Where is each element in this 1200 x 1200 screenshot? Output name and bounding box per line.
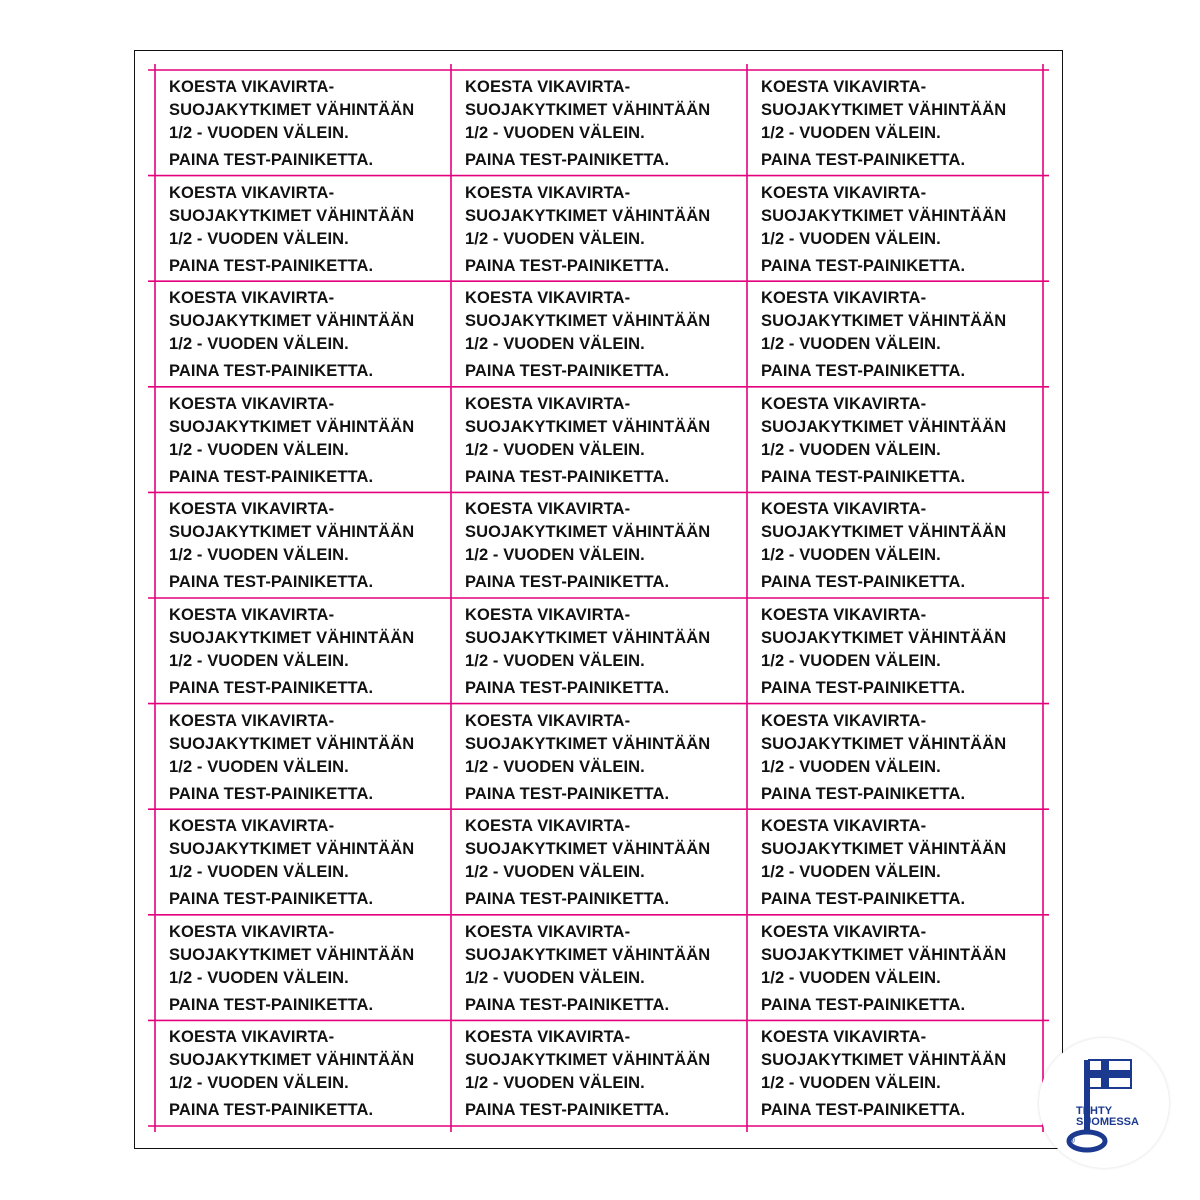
label-line-4: PAINA TEST-PAINIKETTA. xyxy=(465,467,670,486)
label-line-2: SUOJAKYTKIMET VÄHINTÄÄN xyxy=(761,629,1007,647)
label-line-4: PAINA TEST-PAINIKETTA. xyxy=(761,679,966,697)
label-line-1: KOESTA VIKAVIRTA- xyxy=(169,922,335,941)
label-line-2: SUOJAKYTKIMET VÄHINTÄÄN xyxy=(169,629,415,647)
label-line-4: PAINA TEST-PAINIKETTA. xyxy=(169,573,374,592)
label-line-3: 1/2 - VUODEN VÄLEIN. xyxy=(169,440,349,459)
label-cell xyxy=(747,598,1043,704)
label-line-4: PAINA TEST-PAINIKETTA. xyxy=(761,256,966,275)
label-cell xyxy=(155,809,451,915)
label-line-4: PAINA TEST-PAINIKETTA. xyxy=(761,573,966,592)
label-cell xyxy=(451,598,747,704)
label-line-2: SUOJAKYTKIMET VÄHINTÄÄN xyxy=(465,417,711,436)
label-line-4: PAINA TEST-PAINIKETTA. xyxy=(169,679,374,697)
label-cell xyxy=(747,492,1043,598)
label-line-1: KOESTA VIKAVIRTA- xyxy=(761,606,927,624)
label-line-4: PAINA TEST-PAINIKETTA. xyxy=(465,151,670,169)
label-line-1: KOESTA VIKAVIRTA- xyxy=(761,78,927,96)
label-line-4: PAINA TEST-PAINIKETTA. xyxy=(761,1101,966,1120)
label-line-3: 1/2 - VUODEN VÄLEIN. xyxy=(761,652,941,670)
label-line-1: KOESTA VIKAVIRTA- xyxy=(761,1028,927,1047)
label-line-2: SUOJAKYTKIMET VÄHINTÄÄN xyxy=(761,734,1007,753)
label-line-4: PAINA TEST-PAINIKETTA. xyxy=(761,151,966,169)
label-line-2: SUOJAKYTKIMET VÄHINTÄÄN xyxy=(465,312,711,331)
label-line-1: KOESTA VIKAVIRTA- xyxy=(761,183,927,202)
label-line-2: SUOJAKYTKIMET VÄHINTÄÄN xyxy=(761,206,1007,225)
label-cell xyxy=(451,809,747,915)
label-line-3: 1/2 - VUODEN VÄLEIN. xyxy=(465,652,645,670)
label-line-1: KOESTA VIKAVIRTA- xyxy=(465,922,631,941)
label-line-4: PAINA TEST-PAINIKETTA. xyxy=(465,573,670,592)
label-line-2: SUOJAKYTKIMET VÄHINTÄÄN xyxy=(169,312,415,331)
label-line-4: PAINA TEST-PAINIKETTA. xyxy=(465,995,670,1014)
label-line-1: KOESTA VIKAVIRTA- xyxy=(761,817,927,836)
label-line-4: PAINA TEST-PAINIKETTA. xyxy=(761,362,966,381)
label-cell xyxy=(451,1020,747,1126)
label-line-1: KOESTA VIKAVIRTA- xyxy=(465,183,631,202)
label-line-2: SUOJAKYTKIMET VÄHINTÄÄN xyxy=(169,840,415,859)
label-line-1: KOESTA VIKAVIRTA- xyxy=(465,606,631,624)
label-line-3: 1/2 - VUODEN VÄLEIN. xyxy=(761,757,941,776)
label-cell xyxy=(747,70,1043,176)
label-line-3: 1/2 - VUODEN VÄLEIN. xyxy=(169,546,349,565)
label-line-3: 1/2 - VUODEN VÄLEIN. xyxy=(169,652,349,670)
label-cell xyxy=(747,704,1043,810)
label-cell xyxy=(155,1020,451,1126)
label-line-2: SUOJAKYTKIMET VÄHINTÄÄN xyxy=(465,101,711,119)
label-line-1: KOESTA VIKAVIRTA- xyxy=(761,289,927,308)
label-line-2: SUOJAKYTKIMET VÄHINTÄÄN xyxy=(465,840,711,859)
label-line-4: PAINA TEST-PAINIKETTA. xyxy=(761,784,966,803)
label-line-1: KOESTA VIKAVIRTA- xyxy=(761,922,927,941)
label-cell xyxy=(155,176,451,282)
label-line-1: KOESTA VIKAVIRTA- xyxy=(169,78,335,96)
label-cell xyxy=(451,915,747,1021)
label-line-3: 1/2 - VUODEN VÄLEIN. xyxy=(465,229,645,248)
label-cell xyxy=(747,915,1043,1021)
label-line-4: PAINA TEST-PAINIKETTA. xyxy=(465,784,670,803)
label-line-4: PAINA TEST-PAINIKETTA. xyxy=(465,679,670,697)
label-line-2: SUOJAKYTKIMET VÄHINTÄÄN xyxy=(169,101,415,119)
label-line-1: KOESTA VIKAVIRTA- xyxy=(465,1028,631,1047)
label-line-1: KOESTA VIKAVIRTA- xyxy=(465,78,631,96)
label-line-4: PAINA TEST-PAINIKETTA. xyxy=(169,362,374,381)
label-line-2: SUOJAKYTKIMET VÄHINTÄÄN xyxy=(169,734,415,753)
label-line-3: 1/2 - VUODEN VÄLEIN. xyxy=(465,546,645,565)
label-line-2: SUOJAKYTKIMET VÄHINTÄÄN xyxy=(169,206,415,225)
label-cell xyxy=(451,704,747,810)
label-line-3: 1/2 - VUODEN VÄLEIN. xyxy=(761,335,941,354)
label-cell xyxy=(155,281,451,387)
registered-mark: ® xyxy=(1069,1136,1075,1145)
made-in-finland-logo xyxy=(1039,1038,1169,1168)
label-line-1: KOESTA VIKAVIRTA- xyxy=(169,183,335,202)
label-cell xyxy=(747,387,1043,493)
label-line-2: SUOJAKYTKIMET VÄHINTÄÄN xyxy=(761,840,1007,859)
label-line-3: 1/2 - VUODEN VÄLEIN. xyxy=(169,1074,349,1093)
label-line-1: KOESTA VIKAVIRTA- xyxy=(761,500,927,519)
label-line-3: 1/2 - VUODEN VÄLEIN. xyxy=(465,335,645,354)
label-cell xyxy=(451,176,747,282)
label-line-2: SUOJAKYTKIMET VÄHINTÄÄN xyxy=(761,312,1007,331)
label-line-2: SUOJAKYTKIMET VÄHINTÄÄN xyxy=(761,101,1007,119)
label-line-4: PAINA TEST-PAINIKETTA. xyxy=(761,995,966,1014)
label-line-1: KOESTA VIKAVIRTA- xyxy=(465,500,631,519)
label-line-4: PAINA TEST-PAINIKETTA. xyxy=(465,256,670,275)
label-line-3: 1/2 - VUODEN VÄLEIN. xyxy=(761,440,941,459)
label-line-1: KOESTA VIKAVIRTA- xyxy=(761,394,927,413)
label-line-4: PAINA TEST-PAINIKETTA. xyxy=(169,467,374,486)
label-line-3: 1/2 - VUODEN VÄLEIN. xyxy=(761,968,941,987)
label-line-1: KOESTA VIKAVIRTA- xyxy=(465,817,631,836)
label-cell xyxy=(155,387,451,493)
label-line-3: 1/2 - VUODEN VÄLEIN. xyxy=(761,546,941,565)
label-line-1: KOESTA VIKAVIRTA- xyxy=(169,289,335,308)
label-line-3: 1/2 - VUODEN VÄLEIN. xyxy=(169,229,349,248)
logo-line-1: TEHTY xyxy=(1076,1105,1113,1117)
label-line-2: SUOJAKYTKIMET VÄHINTÄÄN xyxy=(761,1051,1007,1070)
label-line-2: SUOJAKYTKIMET VÄHINTÄÄN xyxy=(169,523,415,542)
label-line-3: 1/2 - VUODEN VÄLEIN. xyxy=(761,863,941,882)
label-line-4: PAINA TEST-PAINIKETTA. xyxy=(169,995,374,1014)
label-cell xyxy=(747,809,1043,915)
label-line-4: PAINA TEST-PAINIKETTA. xyxy=(465,362,670,381)
label-line-2: SUOJAKYTKIMET VÄHINTÄÄN xyxy=(169,417,415,436)
label-line-1: KOESTA VIKAVIRTA- xyxy=(169,711,335,730)
label-cell xyxy=(155,70,451,176)
label-line-3: 1/2 - VUODEN VÄLEIN. xyxy=(169,757,349,776)
label-line-3: 1/2 - VUODEN VÄLEIN. xyxy=(761,229,941,248)
label-line-2: SUOJAKYTKIMET VÄHINTÄÄN xyxy=(465,734,711,753)
label-line-3: 1/2 - VUODEN VÄLEIN. xyxy=(169,968,349,987)
label-line-3: 1/2 - VUODEN VÄLEIN. xyxy=(761,124,941,142)
label-line-1: KOESTA VIKAVIRTA- xyxy=(465,289,631,308)
label-line-2: SUOJAKYTKIMET VÄHINTÄÄN xyxy=(465,523,711,542)
label-line-2: SUOJAKYTKIMET VÄHINTÄÄN xyxy=(465,945,711,964)
label-line-4: PAINA TEST-PAINIKETTA. xyxy=(465,1101,670,1120)
label-cell xyxy=(451,387,747,493)
logo-line-2: SUOMESSA xyxy=(1076,1116,1139,1128)
label-line-4: PAINA TEST-PAINIKETTA. xyxy=(761,890,966,909)
finnish-flag-key-icon xyxy=(1039,1038,1169,1168)
label-line-1: KOESTA VIKAVIRTA- xyxy=(761,711,927,730)
label-line-2: SUOJAKYTKIMET VÄHINTÄÄN xyxy=(169,1051,415,1070)
logo-text xyxy=(1076,1106,1139,1128)
label-line-1: KOESTA VIKAVIRTA- xyxy=(169,606,335,624)
label-line-2: SUOJAKYTKIMET VÄHINTÄÄN xyxy=(761,945,1007,964)
label-line-3: 1/2 - VUODEN VÄLEIN. xyxy=(465,440,645,459)
label-line-4: PAINA TEST-PAINIKETTA. xyxy=(169,151,374,169)
label-line-3: 1/2 - VUODEN VÄLEIN. xyxy=(465,124,645,142)
label-line-2: SUOJAKYTKIMET VÄHINTÄÄN xyxy=(465,629,711,647)
label-line-3: 1/2 - VUODEN VÄLEIN. xyxy=(465,757,645,776)
label-line-3: 1/2 - VUODEN VÄLEIN. xyxy=(465,1074,645,1093)
label-cell xyxy=(155,492,451,598)
label-line-1: KOESTA VIKAVIRTA- xyxy=(169,1028,335,1047)
label-line-1: KOESTA VIKAVIRTA- xyxy=(169,394,335,413)
label-line-4: PAINA TEST-PAINIKETTA. xyxy=(169,890,374,909)
label-line-4: PAINA TEST-PAINIKETTA. xyxy=(465,890,670,909)
label-line-1: KOESTA VIKAVIRTA- xyxy=(169,817,335,836)
label-cell xyxy=(451,281,747,387)
label-cell xyxy=(155,915,451,1021)
label-cell xyxy=(155,704,451,810)
label-line-4: PAINA TEST-PAINIKETTA. xyxy=(169,784,374,803)
label-line-1: KOESTA VIKAVIRTA- xyxy=(465,394,631,413)
label-line-4: PAINA TEST-PAINIKETTA. xyxy=(169,1101,374,1120)
label-line-1: KOESTA VIKAVIRTA- xyxy=(169,500,335,519)
label-line-2: SUOJAKYTKIMET VÄHINTÄÄN xyxy=(465,206,711,225)
label-line-3: 1/2 - VUODEN VÄLEIN. xyxy=(761,1074,941,1093)
label-line-4: PAINA TEST-PAINIKETTA. xyxy=(169,256,374,275)
label-line-3: 1/2 - VUODEN VÄLEIN. xyxy=(169,863,349,882)
label-cell xyxy=(747,281,1043,387)
label-line-1: KOESTA VIKAVIRTA- xyxy=(465,711,631,730)
label-line-3: 1/2 - VUODEN VÄLEIN. xyxy=(169,335,349,354)
label-line-3: 1/2 - VUODEN VÄLEIN. xyxy=(465,968,645,987)
label-cell xyxy=(747,1020,1043,1126)
label-line-2: SUOJAKYTKIMET VÄHINTÄÄN xyxy=(761,523,1007,542)
label-line-3: 1/2 - VUODEN VÄLEIN. xyxy=(169,124,349,142)
label-cell xyxy=(451,70,747,176)
label-cell xyxy=(747,176,1043,282)
label-line-2: SUOJAKYTKIMET VÄHINTÄÄN xyxy=(761,417,1007,436)
label-line-4: PAINA TEST-PAINIKETTA. xyxy=(761,467,966,486)
label-line-3: 1/2 - VUODEN VÄLEIN. xyxy=(465,863,645,882)
label-cell xyxy=(155,598,451,704)
label-line-2: SUOJAKYTKIMET VÄHINTÄÄN xyxy=(465,1051,711,1070)
label-line-2: SUOJAKYTKIMET VÄHINTÄÄN xyxy=(169,945,415,964)
label-cell xyxy=(451,492,747,598)
